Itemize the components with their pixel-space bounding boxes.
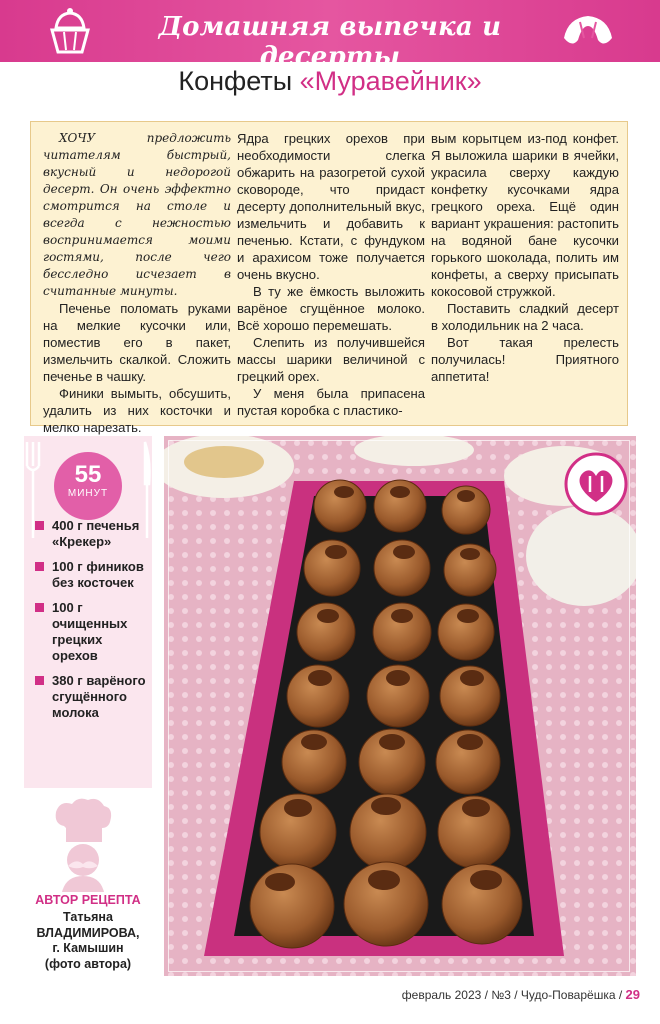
- ingredient-item: 400 г печенья «Крекер»: [32, 518, 148, 550]
- dessert-photo: [164, 436, 636, 976]
- ingredients-sidebar: [24, 436, 152, 788]
- step-paragraph: Финики вымыть, обсушить, удалить из них косточки и мелко нарезать.: [43, 386, 231, 435]
- bullet-square-icon: [35, 676, 44, 685]
- page-footer: [300, 987, 640, 1002]
- ingredient-item: 100 г очищенных грецких орехов: [32, 600, 148, 664]
- ingredient-list: [32, 518, 148, 730]
- ingredient-item: 100 г фиников без косточек: [32, 559, 148, 591]
- cooking-time-value: 55: [74, 461, 102, 488]
- step-paragraph: Слепить из получившейся массы шарики величиной с грецкий орех.: [237, 335, 425, 384]
- bullet-square-icon: [35, 603, 44, 612]
- cupcake-icon: [44, 6, 96, 56]
- intro-paragraph: ХОЧУ предложить читателям быстрый, вкусный и недорогой десерт. Он очень эффектно смотрится на столе и всегда с нежностью воспринимается моими гостями, после чего бесследно исчезает в считанные минуты.: [43, 131, 231, 298]
- text-column-3: [431, 130, 619, 385]
- step-paragraph: В ту же ёмкость выложить варёное сгущённое молоко. Всё хорошо перемешать.: [237, 284, 425, 333]
- section-title: Домашняя выпечка и десерты: [158, 12, 502, 72]
- step-paragraph: вым корытцем из-под конфет. Я выложила шарики в ячейки, украсила сверху каждую конфетку кусочками ядра грецкого ореха. Ещё один вариант украшения: растопить на водяной бане кусочки горького шоколада, полить им конфеты, а сверху присыпать кокосовой стружкой.: [431, 131, 619, 299]
- croissant-icon: [558, 8, 618, 54]
- cooking-time-badge: [54, 452, 122, 520]
- ingredient-item: 380 г варёного сгущённого молока: [32, 673, 148, 721]
- bullet-square-icon: [35, 562, 44, 571]
- heart-badge-icon: [564, 452, 628, 516]
- recipe-text-box: [30, 121, 628, 435]
- issue-info: февраль 2023 / №3 / Чудо-Поварёшка /: [401, 988, 626, 1002]
- bullet-square-icon: [35, 521, 44, 530]
- author-info: [20, 910, 156, 972]
- recipe-title-highlight: «Муравейник»: [299, 66, 482, 96]
- photo-frame: [168, 440, 630, 972]
- step-paragraph: Печенье поломать руками на мелкие кусочки или, поместив его в пакет, измельчить скалкой. Сложить печенье в чашку.: [43, 301, 231, 384]
- photo-credit: (фото автора): [44, 956, 132, 971]
- author-name: Татьяна ВЛАДИМИРОВА,: [36, 910, 140, 940]
- header-banner: [0, 0, 660, 72]
- text-column-2: [237, 130, 425, 419]
- recipe-title-main: Конфеты: [178, 66, 300, 96]
- cooking-time-unit: МИНУТ: [67, 488, 109, 499]
- chef-hat-icon: [48, 796, 118, 892]
- step-paragraph: Ядра грецких орехов при необходимости слегка обжарить на разогретой сухой сковороде, что придаст десерту дополнительный вкус, измельчить и добавить к печенью. Кстати, с фундуком и арахисом тоже получается очень вкусно.: [237, 131, 425, 282]
- step-paragraph: У меня была припасена пустая коробка с пластико-: [237, 386, 425, 418]
- page-number: 29: [625, 987, 640, 1002]
- author-label: АВТОР РЕЦЕПТА: [35, 893, 141, 907]
- text-column-1: [43, 130, 231, 436]
- step-paragraph: Поставить сладкий десерт в холодильник на 2 часа.: [431, 301, 619, 333]
- recipe-title: [0, 66, 660, 97]
- step-paragraph: Вот такая прелесть получилась! Приятного аппетита!: [431, 335, 619, 384]
- author-city: г. Камышин: [52, 941, 124, 955]
